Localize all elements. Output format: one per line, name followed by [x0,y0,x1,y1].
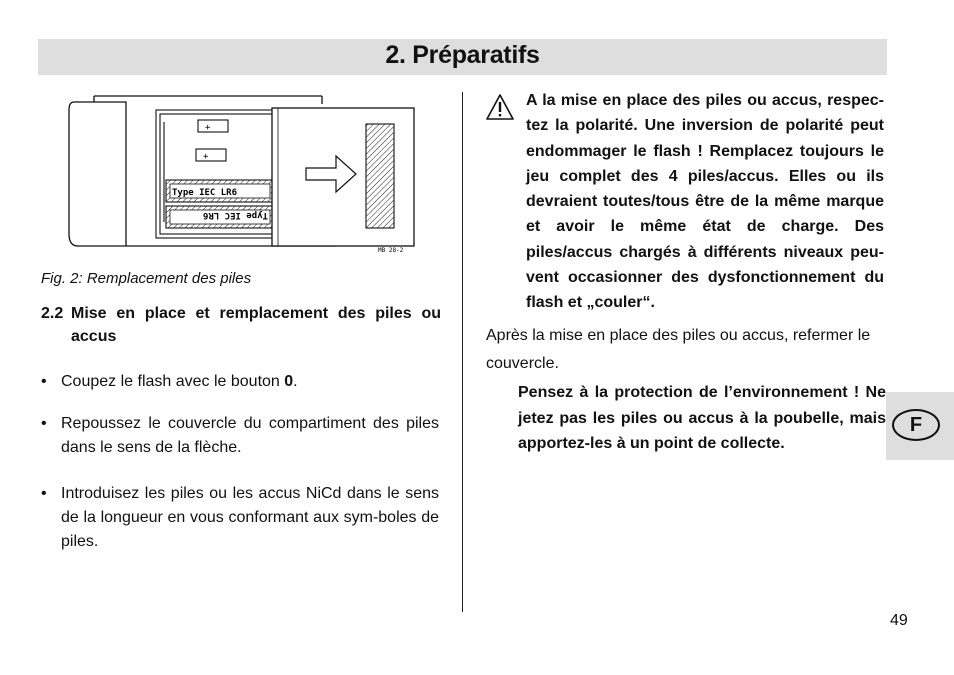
bullet-symbol: • [41,415,47,432]
language-tab [886,392,954,460]
button-reference: 0 [284,373,294,390]
bullet-item [41,482,439,554]
bullet-symbol: • [41,373,47,390]
bullet-text: Repoussez le couvercle du compartiment des piles dans le sens de la flèche. [61,415,439,456]
section-number: 2.2 [41,305,64,322]
language-badge: F [892,409,940,441]
battery-slot-2 [196,149,226,162]
battery-compartment-illustration [66,92,416,264]
battery-slot-1 [198,120,228,133]
bullet-text: Coupez le flash avec le bouton 0. [61,373,298,390]
figure-code: MB 28-2 [378,247,404,254]
battery-label-flipped: Type IEC LR6 [202,210,268,220]
plus-mark: + [205,123,211,133]
battery-label: Type IEC LR6 [172,188,238,198]
warning-triangle-icon [485,93,515,121]
page-number: 49 [890,612,908,629]
bullet-symbol: • [41,485,47,502]
warning-text: A la mise en place des piles ou accus, respec-tez la polarité. Une inversion de polarité peut endommager le flash ! Remplacez toujours le jeu complet des 4 piles/accus. Elles ou ils devraient toutes/tous être de la même marque et avoir le même état de charge. Des piles/accus chargés à différents niveaux peu-vent occasionner des dysfonctionnement du flash et „couler“. [526,92,884,312]
environment-notice: Pensez à la protection de l’environnement ! Ne jetez pas les piles ou accus à la poubelle, mais apportez-les à un point de collecte. [518,384,886,452]
section-title: Mise en place et remplacement des piles ou accus [71,305,441,345]
page-title: 2. Préparatifs [385,41,540,69]
figure-caption: Fig. 2: Remplacement des piles [41,270,252,287]
battery-cell-1 [166,180,274,202]
header-bar [38,39,887,75]
after-text: Après la mise en place des piles ou accus, refermer le couvercle. [486,327,871,372]
bullet-item [41,370,439,394]
section-heading [41,302,441,348]
bullet-text: Introduisez les piles ou les accus NiCd dans le sens de la longueur en vous conformant aux sym-boles de piles. [61,485,439,550]
column-divider [462,92,463,612]
plus-mark: + [203,152,209,162]
battery-cell-2 [166,206,274,228]
bullet-item [41,412,439,460]
